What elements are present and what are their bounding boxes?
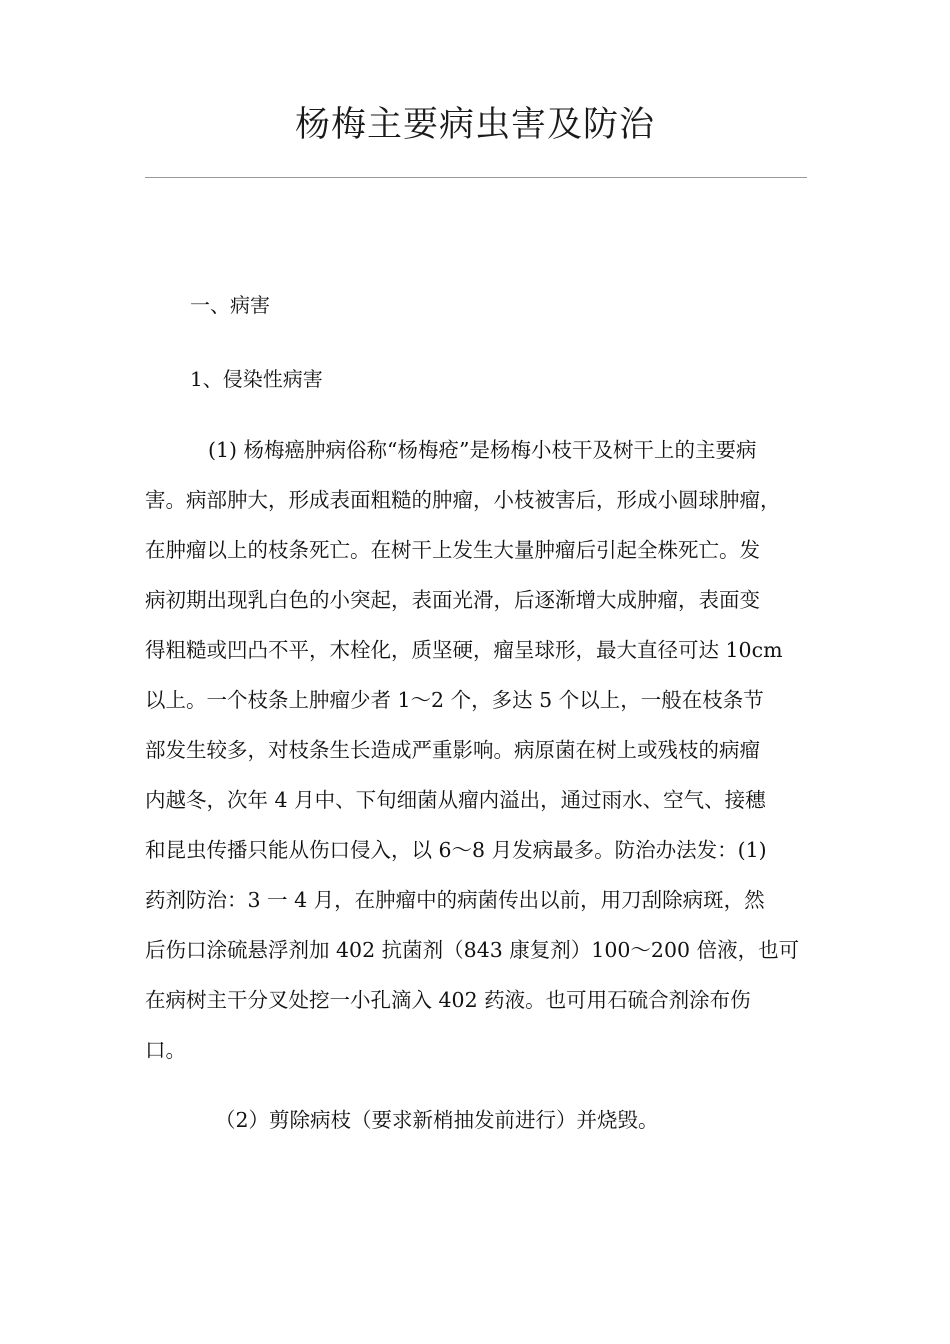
paragraph-line: (1) 杨梅癌肿病俗称“杨梅疮”是杨梅小枝干及树干上的主要病 — [208, 438, 757, 462]
paragraph-line: 得粗糙或凹凸不平，木栓化，质坚硬，瘤呈球形，最大直径可达 10cm — [145, 638, 783, 662]
paragraph-line: 和昆虫传播只能从伤口侵入，以 6～8 月发病最多。防治办法发：(1) — [145, 838, 767, 862]
paragraph-line: 害。病部肿大，形成表面粗糙的肿瘤，小枝被害后，形成小圆球肿瘤， — [145, 488, 781, 512]
paragraph-line: 部发生较多，对枝条生长造成严重影响。病原菌在树上或残枝的病瘤 — [145, 738, 760, 762]
section-heading: 一、病害 — [190, 293, 270, 317]
paragraph-1 — [145, 433, 815, 1083]
document-title: 杨梅主要病虫害及防治 — [294, 105, 655, 145]
paragraph-2: （2）剪除病枝（要求新梢抽发前进行）并烧毁。 — [215, 1108, 659, 1132]
paragraph-line: 后伤口涂硫悬浮剂加 402 抗菌剂（843 康复剂）100～200 倍液，也可 — [145, 938, 800, 962]
subsection-heading: 1、侵染性病害 — [190, 367, 323, 391]
paragraph-line: 以上。一个枝条上肿瘤少者 1～2 个，多达 5 个以上，一般在枝条节 — [145, 688, 764, 712]
paragraph-line: 口。 — [145, 1038, 186, 1062]
paragraph-line: 在肿瘤以上的枝条死亡。在树干上发生大量肿瘤后引起全株死亡。发 — [145, 538, 760, 562]
paragraph-line: 在病树主干分叉处挖一小孔滴入 402 药液。也可用石硫合剂涂布伤 — [145, 988, 751, 1012]
paragraph-line: 内越冬，次年 4 月中、下旬细菌从瘤内溢出，通过雨水、空气、接穗 — [145, 788, 766, 812]
title-divider — [145, 177, 807, 178]
paragraph-line: 病初期出现乳白色的小突起，表面光滑，后逐渐增大成肿瘤，表面变 — [145, 588, 760, 612]
paragraph-line: 药剂防治：3 一 4 月，在肿瘤中的病菌传出以前，用刀刮除病斑，然 — [145, 888, 765, 912]
